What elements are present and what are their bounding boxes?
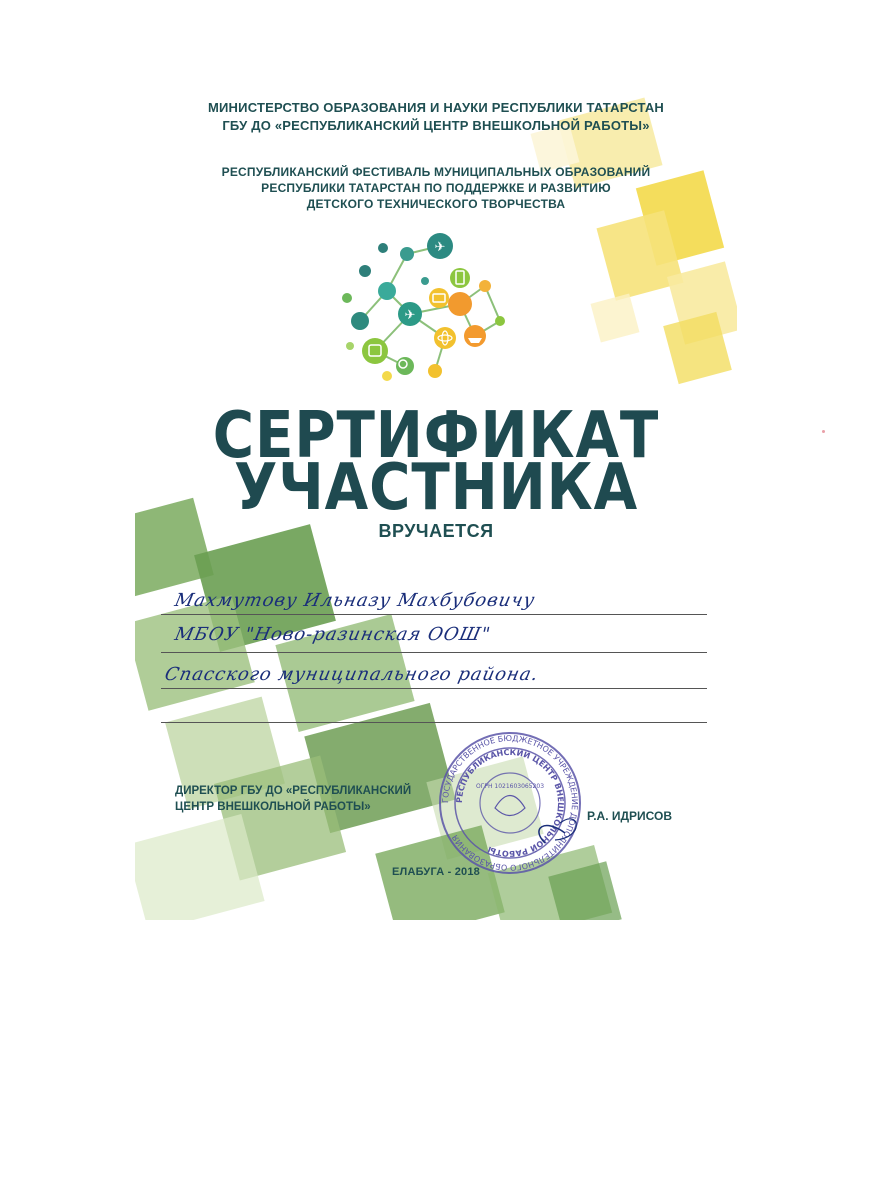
title-line-1: СЕРТИФИКАТ: [212, 399, 660, 473]
recipient-district: Спасского муниципального района.: [162, 664, 541, 685]
camera-icon: [429, 288, 449, 308]
stamp-inner-text: РЕСПУБЛИКАНСКИЙ ЦЕНТР ВНЕШКОЛЬНОЙ РАБОТЫ: [454, 747, 566, 859]
ship-icon: [464, 325, 486, 347]
plane-icon: ✈: [404, 307, 416, 322]
recipient-school: МБОУ "Ново-разинская ООШ": [172, 624, 493, 645]
recipient-name: Махмутову Ильназу Махбубовичу: [172, 590, 538, 611]
svg-text:✈: ✈: [434, 239, 446, 254]
stamp-outer-text: ГОСУДАРСТВЕННОЕ БЮДЖЕТНОЕ УЧРЕЖДЕНИЕ ДОПОЛНИТЕЛЬНОГО ОБРАЗОВАНИЯ: [440, 733, 580, 873]
underline-2: [161, 652, 707, 653]
festival-line-1: РЕСПУБЛИКАНСКИЙ ФЕСТИВАЛЬ МУНИЦИПАЛЬНЫХ ОБРАЗОВАНИЙ: [221, 165, 651, 179]
stamp-ogrn: ОГРН 1021603065203: [475, 783, 545, 790]
festival-logo: [335, 226, 515, 391]
underline-3: [161, 688, 707, 689]
festival-line-3: ДЕТСКОГО ТЕХНИЧЕСКОГО ТВОРЧЕСТВА: [306, 197, 566, 211]
director-name: Р.А. ИДРИСОВ: [587, 809, 673, 823]
stamp-emblem-icon: [495, 796, 525, 816]
underline-4: [161, 722, 707, 723]
awarded-label: ВРУЧАЕТСЯ: [378, 521, 494, 541]
city-year: ЕЛАБУГА - 2018: [391, 866, 480, 878]
ministry-line-2: ГБУ ДО «РЕСПУБЛИКАНСКИЙ ЦЕНТР ВНЕШКОЛЬНОЙ РАБОТЫ»: [222, 118, 650, 133]
director-position-line-2: ЦЕНТР ВНЕШКОЛЬНОЙ РАБОТЫ»: [175, 801, 371, 813]
title-line-2: УЧАСТНИКА: [233, 451, 639, 525]
underline-1: [161, 614, 707, 615]
festival-line-2: РЕСПУБЛИКИ ТАТАРСТАН ПО ПОДДЕРЖКЕ И РАЗВИТИЮ: [261, 181, 611, 195]
robot-icon: [362, 338, 388, 364]
director-position-line-1: ДИРЕКТОР ГБУ ДО «РЕСПУБЛИКАНСКИЙ: [175, 785, 412, 797]
ministry-line-1: МИНИСТЕРСТВО ОБРАЗОВАНИЯ И НАУКИ РЕСПУБЛИКИ ТАТАРСТАН: [207, 100, 665, 115]
certificate: [135, 68, 737, 920]
scan-speck: [822, 430, 825, 433]
official-stamp: [435, 728, 585, 878]
atom-icon: [434, 327, 456, 349]
